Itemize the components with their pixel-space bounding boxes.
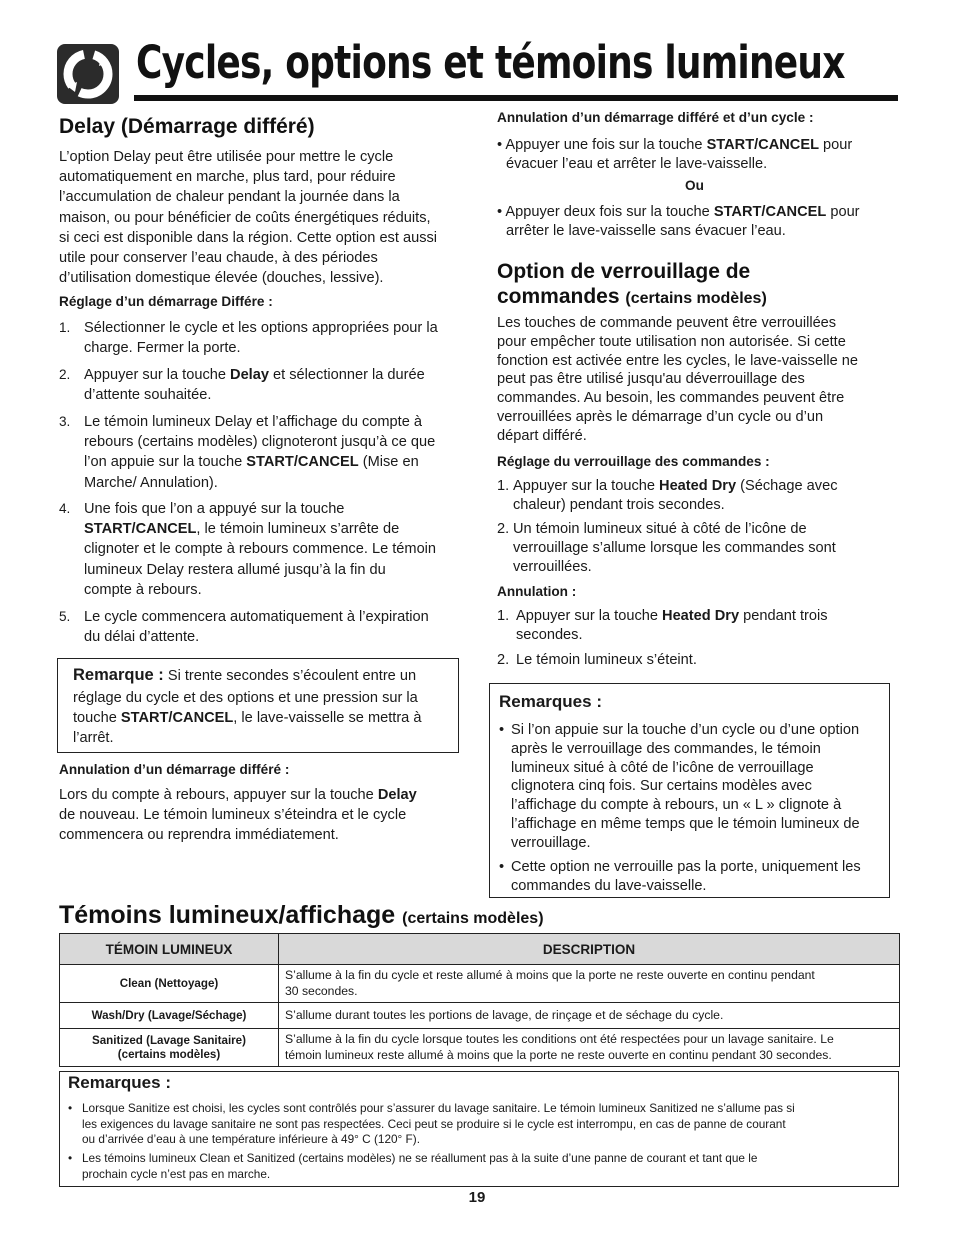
- text-run: (Mise en: [358, 454, 419, 471]
- step-number: 2.: [497, 652, 510, 668]
- text-run: , le lave-vaisselle se mettra à: [233, 710, 422, 727]
- cancel-line: [59, 825, 464, 845]
- text-run: Sélectionner le cycle et les options appropriées pour la: [84, 320, 438, 336]
- remark-line: prochain cycle n’est pas en marche.: [82, 1166, 271, 1181]
- text-run: l’on appuie sur la touche: [84, 454, 247, 471]
- lock-intro: [497, 314, 892, 446]
- step-line: [84, 365, 425, 385]
- text-run: verrouillées.: [513, 558, 592, 575]
- remark-line: l’affichage en même temps que le témoin lumineux de: [511, 815, 860, 832]
- intro-line: pour empêcher toute utilisation non autorisée. Si cette: [497, 333, 846, 350]
- step-text: [84, 365, 425, 405]
- indicator-name-line: Clean (Nettoyage): [119, 976, 219, 990]
- text-run: du délai d’attente.: [84, 629, 200, 646]
- intro-line: utile pour conserver l’eau chaude, à des périodes: [59, 250, 378, 267]
- indicators-remarks-box: [59, 1071, 899, 1187]
- step-number: 2.: [59, 367, 71, 382]
- step-number: 1.: [59, 320, 71, 335]
- indicator-description: [279, 965, 900, 1003]
- note-label: Remarque :: [73, 666, 164, 684]
- step-line: [513, 558, 836, 577]
- text-run: Si trente secondes s’écoulent entre un: [163, 668, 417, 684]
- step-text: [513, 520, 836, 576]
- step-line: [84, 627, 429, 647]
- intro-line: l’accumulation de chaleur pendant la journée dans la: [59, 189, 400, 206]
- table-row: [60, 965, 900, 1003]
- delay-cancel-title: Annulation d’un démarrage différé :: [59, 762, 290, 777]
- remark-line: Les témoins lumineux Clean et Sanitized (certains modèles) ne se réallument pas à la suite d’une panne de courant et tant que le: [82, 1151, 758, 1165]
- indicator-description: [279, 1003, 900, 1029]
- page-title: Cycles, options et témoins lumineux: [136, 36, 845, 89]
- note-line: [73, 663, 458, 688]
- text-run: pendant trois: [739, 608, 828, 624]
- indicator-name-line: Wash/Dry (Lavage/Séchage): [91, 1008, 247, 1022]
- step-text: [516, 607, 828, 645]
- bullet: •: [68, 1101, 73, 1115]
- step-text: [84, 412, 435, 493]
- bullet-line: [497, 203, 860, 222]
- bullet: •: [68, 1151, 73, 1165]
- page-number: 19: [468, 1189, 486, 1206]
- step-text: [513, 477, 838, 515]
- remark-line: clignotera cinq fois. Sur certains modèles avec: [511, 778, 812, 795]
- step-line: [516, 651, 697, 670]
- step-line: [84, 560, 436, 580]
- note-line: [73, 728, 458, 748]
- note-line: [73, 708, 458, 728]
- cancel-cycle-title: Annulation d’un démarrage différé et d’un cycle :: [497, 110, 814, 125]
- text-run: Le témoin lumineux Delay et l’affichage du compte à: [84, 414, 423, 430]
- column-header-indicator: TÉMOIN LUMINEUX: [60, 934, 279, 965]
- step-number: 1.: [497, 478, 510, 494]
- bullet-line: [497, 136, 852, 155]
- indicator-name: [60, 965, 279, 1003]
- cancel-line: [59, 805, 464, 825]
- bold-text: START/CANCEL: [713, 204, 827, 220]
- step-line: [513, 520, 836, 539]
- table-header-row: [60, 934, 900, 965]
- text-run: pour: [826, 204, 860, 220]
- step-number: 1.: [497, 608, 510, 624]
- cancel-cycle-option-2: [497, 203, 860, 241]
- intro-line: verrouillées après le démarrage d’un cycle ou d’un: [497, 408, 824, 425]
- step-line: [84, 452, 435, 472]
- cancel-cycle-option-1: [497, 136, 852, 174]
- bullet: •: [499, 722, 505, 738]
- indicator-name-line: (certains modèles): [117, 1047, 221, 1061]
- text-run: compte à rebours.: [84, 581, 202, 598]
- note-line: [73, 688, 458, 708]
- remark-line: Lorsque Sanitize est choisi, les cycles sont contrôlés pour s’assurer du lavage sanitaire. Le témoin lumineux Sanitized ne s’allume pas si: [82, 1101, 795, 1115]
- text-run: Marche/ Annulation).: [84, 474, 218, 491]
- intro-line: automatiquement en marche, plus tard, pour réduire: [59, 169, 396, 186]
- text-run: pour: [818, 137, 853, 153]
- text-run: • Appuyer deux fois sur la touche: [497, 204, 714, 220]
- step-line: [84, 338, 438, 358]
- text-run: Une fois que l’on a appuyé sur la touche: [84, 501, 345, 517]
- indicators-remarks-title: Remarques :: [68, 1073, 171, 1092]
- bold-text: Heated Dry: [659, 478, 737, 494]
- lock-remarks-title: Remarques :: [499, 692, 602, 711]
- text-run: Lors du compte à rebours, appuyer sur la touche: [59, 787, 378, 803]
- text-run: de nouveau. Le témoin lumineux s’éteindra et le cycle: [59, 807, 407, 824]
- lock-cancel-title: Annulation :: [497, 584, 577, 599]
- text-run: d’attente souhaitée.: [84, 387, 212, 404]
- indicator-description: [279, 1029, 900, 1067]
- step-line: [84, 607, 429, 627]
- step-number: 3.: [59, 414, 71, 429]
- lock-heading-line1: Option de verrouillage de: [497, 260, 751, 283]
- intro-line: si ceci est disponible dans la région. Cette option est aussi: [59, 229, 438, 246]
- text-run: et sélectionner la durée: [268, 367, 425, 383]
- intro-line: maison, ou pour bénéficier de coûts énergétiques réduits,: [59, 209, 431, 226]
- indicator-name: [60, 1003, 279, 1029]
- bullet-line: [497, 155, 852, 174]
- delay-intro: [59, 147, 469, 288]
- step-line: [516, 607, 828, 626]
- lock-remarks-box: [489, 683, 890, 898]
- delay-note-text: [73, 663, 458, 749]
- intro-line: Les touches de commande peuvent être verrouillées: [497, 315, 837, 331]
- step-line: [84, 519, 436, 539]
- table-row: [60, 1029, 900, 1067]
- table-row: [60, 1003, 900, 1029]
- bold-text: START/CANCEL: [84, 521, 197, 538]
- bold-text: Delay: [230, 367, 269, 383]
- step-line: [84, 580, 436, 600]
- step-line: [84, 473, 435, 493]
- text-run: réglage du cycle et des options et une pression sur la: [73, 690, 418, 706]
- remark-line: commandes du lave-vaisselle.: [511, 877, 707, 894]
- remark-line: lumineux situé à côté de l’icône de verrouillage: [511, 759, 814, 776]
- step-line: [513, 477, 838, 496]
- indicator-name-line: Sanitized (Lavage Sanitaire): [92, 1033, 246, 1047]
- text-run: Un témoin lumineux situé à côté de l’icône de: [513, 521, 807, 537]
- step-number: 5.: [59, 609, 71, 624]
- step-line: [84, 499, 436, 519]
- description-line: 30 secondes.: [285, 983, 358, 998]
- text-run: l’arrêt.: [73, 730, 114, 747]
- text-run: clignoter et le compte à rebours commence. Le témoin: [84, 541, 437, 558]
- step-text: [84, 318, 438, 358]
- or-label: Ou: [685, 178, 704, 193]
- remark-line: Cette option ne verrouille pas la porte, uniquement les: [511, 859, 861, 875]
- text-run: verrouillage s’allume lorsque les commandes sont: [513, 539, 836, 556]
- bullet: •: [499, 859, 505, 875]
- text-run: Appuyer sur la touche: [513, 478, 660, 494]
- text-run: secondes.: [516, 626, 583, 643]
- description-line: S’allume durant toutes les portions de lavage, de rinçage et de séchage du cycle.: [285, 1007, 724, 1022]
- description-line: S’allume à la fin du cycle et reste allumé à moins que la porte ne reste ouverte en continu pendant: [285, 967, 815, 982]
- delay-setting-title: Réglage d’un démarrage Différe :: [59, 294, 273, 309]
- intro-line: L’option Delay peut être utilisée pour mettre le cycle: [59, 149, 394, 165]
- text-run: rebours (certains modèles) clignoteront jusqu’à ce que: [84, 434, 436, 451]
- remark-line: verrouillage.: [511, 834, 591, 851]
- bold-text: Delay: [377, 787, 417, 803]
- step-line: [84, 539, 436, 559]
- text-run: évacuer l’eau et arrêter le lave-vaisselle.: [506, 155, 768, 172]
- text-run: (Séchage avec: [736, 478, 838, 494]
- text-run: Appuyer sur la touche: [84, 367, 231, 383]
- step-text: [84, 607, 429, 647]
- remark-line: l’affichage du compte à rebours, un « L » clignote à: [511, 797, 842, 814]
- description-line: témoin lumineux reste allumé à moins que la porte ne reste ouverte en continu pendant 30 secondes.: [285, 1047, 832, 1062]
- cancel-line: [59, 785, 464, 805]
- text-run: lumineux Delay restera allumé jusqu’à la fin du: [84, 561, 386, 578]
- step-number: 2.: [497, 521, 510, 537]
- remark-text: [511, 721, 860, 853]
- column-header-description: DESCRIPTION: [279, 934, 900, 965]
- remark-text: [82, 1101, 892, 1148]
- title-rule: [134, 95, 898, 101]
- text-run: touche: [73, 710, 121, 727]
- bold-text: START/CANCEL: [120, 710, 234, 727]
- intro-line: commandes. Au besoin, les commandes peuvent être: [497, 390, 845, 407]
- step-line: [84, 385, 425, 405]
- intro-line: peut pas être utilisé jusqu'au déverrouillage des: [497, 371, 805, 388]
- text-run: charge. Fermer la porte.: [84, 340, 241, 357]
- intro-line: fonction est activée entre les cycles, le lave-vaisselle ne: [497, 352, 858, 369]
- step-number: 4.: [59, 501, 71, 516]
- text-run: Le cycle commencera automatiquement à l’expiration: [84, 609, 429, 625]
- text-run: , le témoin lumineux s’arrête de: [196, 521, 400, 538]
- delay-heading: Delay (Démarrage différé): [59, 115, 315, 138]
- cycle-arrows-icon: [57, 44, 119, 104]
- bold-text: START/CANCEL: [706, 137, 819, 153]
- text-run: arrêter le lave-vaisselle sans évacuer l’eau.: [506, 222, 786, 239]
- remark-text: [511, 858, 861, 896]
- lock-heading-line2: commandes (certains modèles): [497, 285, 767, 308]
- bold-text: START/CANCEL: [246, 454, 359, 471]
- bullet-line: [497, 222, 860, 241]
- step-line: [513, 496, 838, 515]
- indicators-heading: Témoins lumineux/affichage (certains modèles): [59, 901, 544, 929]
- step-line: [84, 412, 435, 432]
- bold-text: Heated Dry: [662, 608, 740, 624]
- text-run: • Appuyer une fois sur la touche: [497, 137, 707, 153]
- indicator-name: [60, 1029, 279, 1067]
- delay-cancel-text: [59, 785, 464, 846]
- text-run: Appuyer sur la touche: [516, 608, 663, 624]
- remark-line: ou d’arrivée d’eau à une température inférieure à 49° C (120° F).: [82, 1132, 420, 1147]
- lock-setting-title: Réglage du verrouillage des commandes :: [497, 454, 770, 469]
- step-line: [516, 626, 828, 645]
- indicators-table: [59, 933, 900, 1067]
- intro-line: départ différé.: [497, 427, 587, 444]
- step-line: [84, 318, 438, 338]
- remark-line: après le verrouillage des commandes, le témoin: [511, 740, 821, 757]
- step-line: [513, 539, 836, 558]
- step-line: [84, 432, 435, 452]
- remark-text: [82, 1151, 892, 1182]
- remark-line: les exigences du lavage sanitaire ne sont pas respectées. Ceci peut se produire si le cycle est interrompu, en cas de panne de courant: [82, 1116, 786, 1131]
- text-run: chaleur) pendant trois secondes.: [513, 496, 725, 513]
- remark-line: Si l’on appuie sur la touche d’un cycle ou d’une option: [511, 722, 860, 738]
- text-run: Le témoin lumineux s’éteint.: [516, 652, 697, 668]
- step-text: [516, 651, 697, 670]
- description-line: S’allume à la fin du cycle lorsque toutes les conditions ont été respectées pour un lavage sanitaire. Le: [285, 1031, 834, 1046]
- delay-note-box: [57, 658, 459, 753]
- text-run: commencera ou reprendra immédiatement.: [59, 827, 339, 844]
- step-text: [84, 499, 436, 600]
- intro-line: d’utilisation domestique élevée (douches, lessive).: [59, 270, 384, 287]
